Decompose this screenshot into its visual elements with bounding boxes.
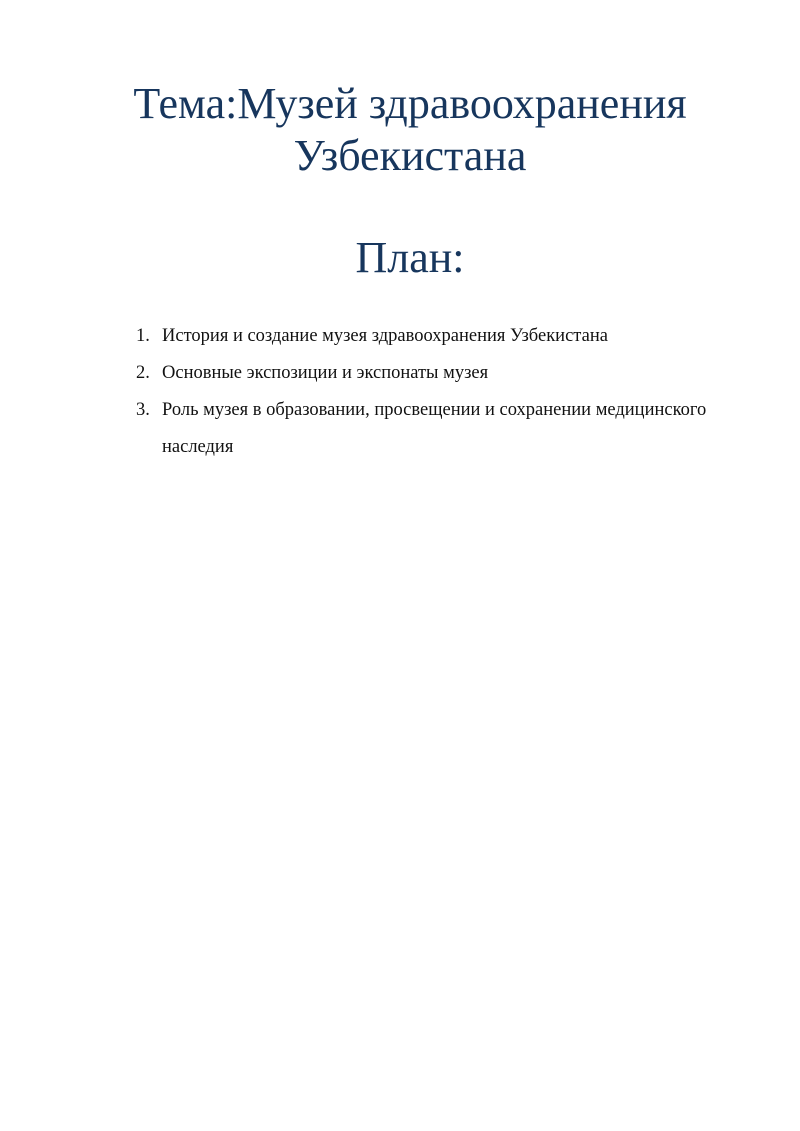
plan-item-text: Роль музея в образовании, просвещении и сохранении медицинского наследия (162, 400, 707, 457)
title-line-1: Тема:Музей здравоохранения (133, 79, 687, 128)
plan-item-3 (136, 392, 716, 466)
title-line-2: Узбекистана (293, 131, 527, 180)
plan-heading: План: (355, 233, 465, 282)
plan-item-number: 1. (136, 326, 150, 346)
plan-item-1 (136, 318, 716, 355)
plan-item-number: 3. (136, 400, 150, 420)
plan-item-text: История и создание музея здравоохранения Узбекистана (162, 326, 608, 346)
plan-item-text: Основные экспозиции и экспонаты музея (162, 363, 489, 383)
plan-item-number: 2. (136, 363, 150, 383)
plan-item-2 (136, 355, 716, 392)
plan-list (136, 318, 716, 466)
document-title (60, 78, 760, 182)
